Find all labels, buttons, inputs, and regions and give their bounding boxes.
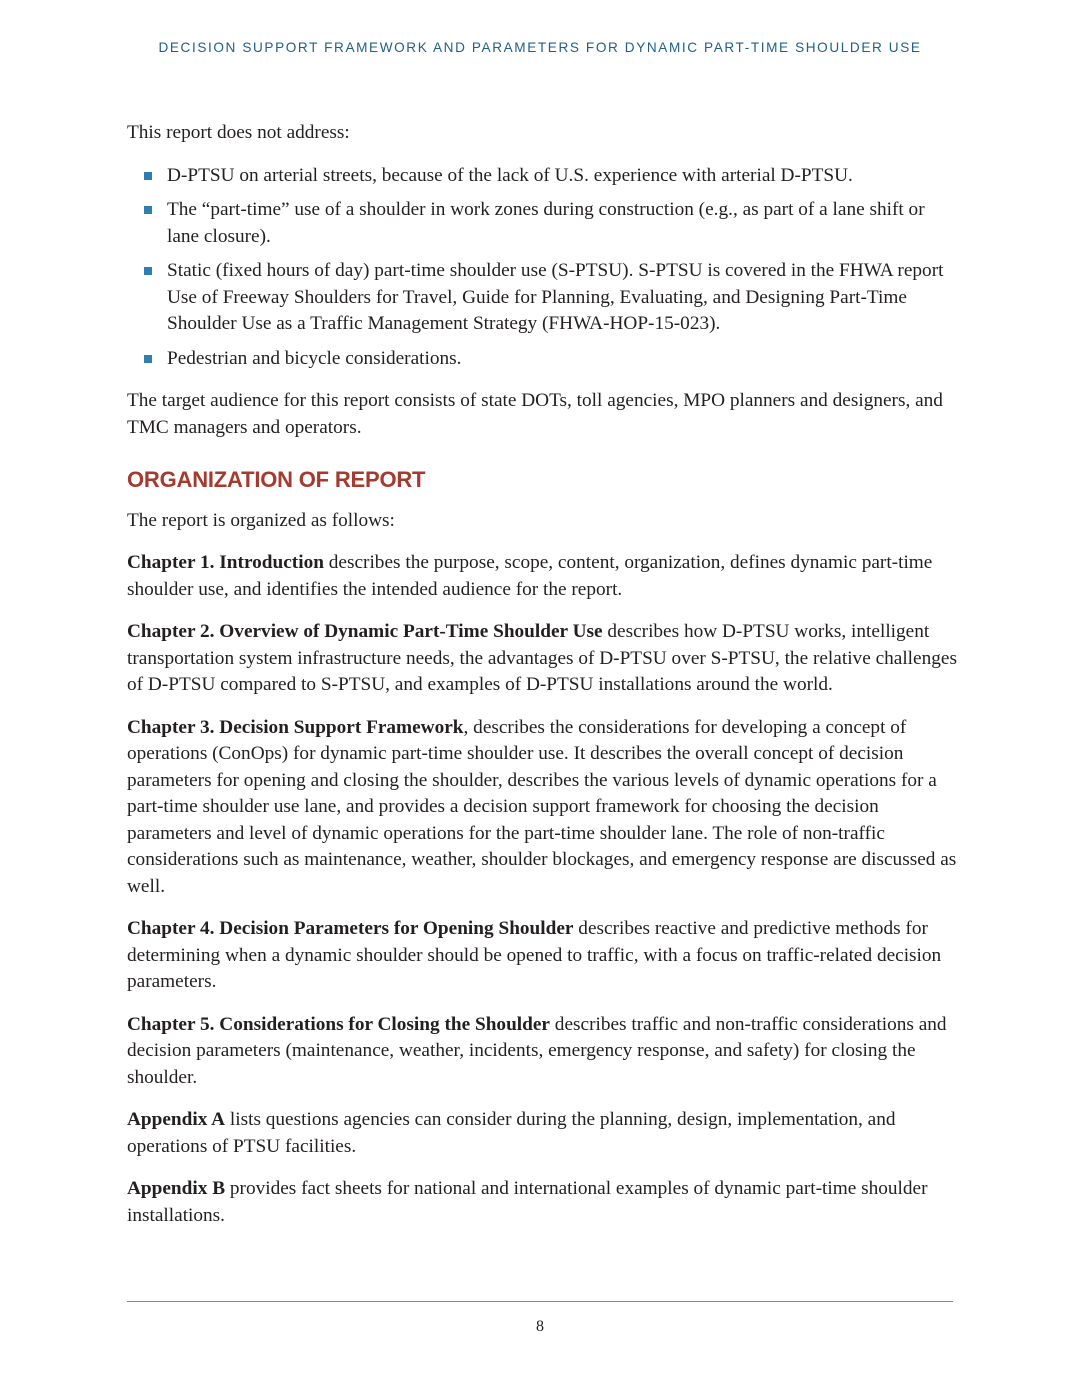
section-heading: ORGANIZATION OF REPORT: [127, 467, 426, 492]
chapter-description: describes how D-PTSU works, intelligent transportation system infrastructure needs, the advantages of D-PTSU over S-PTSU, the relative challenges of D-PTSU compared to S-PTSU, and examples of D-PTSU installations around the world.: [127, 621, 957, 695]
square-bullet-icon: [144, 267, 152, 275]
chapter-3-paragraph: [127, 715, 959, 901]
chapter-title: Chapter 3. Decision Support Framework: [127, 716, 464, 738]
footer-divider: [127, 1301, 953, 1302]
appendix-a-paragraph: [127, 1107, 959, 1160]
running-header: DECISION SUPPORT FRAMEWORK AND PARAMETERS FOR DYNAMIC PART-TIME SHOULDER USE: [158, 40, 922, 55]
appendix-description: provides fact sheets for national and international examples of dynamic part-time shoulder installations.: [127, 1178, 928, 1226]
chapter-description: , describes the considerations for developing a concept of operations (ConOps) for dynamic part-time shoulder use. It describes the overall concept of decision parameters for opening and closing the shoulder, describes the various levels of dynamic operations for a part-time shoulder use lane, and provides a decision support framework for choosing the decision parameters and level of dynamic operations for the part-time shoulder lane. The role of non-traffic considerations such as maintenance, weather, shoulder blockages, and emergency response are discussed as well.: [127, 716, 957, 897]
page-number: 8: [536, 1318, 544, 1335]
chapter-title: Chapter 2. Overview of Dynamic Part-Time Shoulder Use: [127, 621, 603, 642]
list-item: [127, 163, 959, 190]
list-item-text: The “part-time” use of a shoulder in work zones during construction (e.g., as part of a lane shift or lane closure).: [167, 199, 925, 247]
appendix-description: lists questions agencies can consider during the planning, design, implementation, and operations of PTSU facilities.: [127, 1109, 896, 1157]
square-bullet-icon: [144, 206, 152, 214]
appendix-title: Appendix A: [127, 1109, 226, 1130]
page-body: [127, 120, 959, 1245]
chapter-4-paragraph: [127, 916, 959, 996]
exclusions-list: [127, 163, 959, 373]
list-item: [127, 197, 959, 250]
target-audience-paragraph: The target audience for this report consists of state DOTs, toll agencies, MPO planners and designers, and TMC managers and operators.: [127, 390, 943, 438]
chapter-2-paragraph: [127, 619, 959, 699]
list-item-text: Pedestrian and bicycle considerations.: [167, 347, 462, 369]
chapter-description: describes traffic and non-traffic considerations and decision parameters (maintenance, weather, incidents, emergency response, and safety) for closing the shoulder.: [127, 1013, 947, 1088]
list-item-text: Static (fixed hours of day) part-time shoulder use (S-PTSU). S-PTSU is covered in the FHWA report Use of Freeway Shoulders for Travel, Guide for Planning, Evaluating, and Designing Part-Time Shoulder Use as a Traffic Management Strategy (FHWA-HOP-15-023).: [167, 260, 944, 334]
appendix-title: Appendix B: [127, 1178, 226, 1199]
appendix-b-paragraph: [127, 1176, 959, 1229]
chapter-description: describes reactive and predictive methods for determining when a dynamic shoulder should be opened to traffic, with a focus on traffic-related decision parameters.: [127, 918, 942, 992]
chapter-description: describes the purpose, scope, content, organization, defines dynamic part-time shoulder use, and identifies the intended audience for the report.: [127, 552, 933, 600]
square-bullet-icon: [144, 172, 152, 180]
organization-intro: The report is organized as follows:: [127, 509, 395, 531]
chapter-title: Chapter 4. Decision Parameters for Opening Shoulder: [127, 918, 574, 939]
list-item: [127, 258, 959, 338]
list-item-text: D-PTSU on arterial streets, because of the lack of U.S. experience with arterial D-PTSU.: [167, 164, 853, 186]
chapter-5-paragraph: [127, 1012, 959, 1092]
chapter-1-paragraph: [127, 550, 959, 603]
chapter-title: Chapter 1. Introduction: [127, 552, 324, 573]
square-bullet-icon: [144, 355, 152, 363]
chapter-title: Chapter 5. Considerations for Closing the Shoulder: [127, 1013, 550, 1035]
list-item: [127, 346, 959, 373]
not-address-intro: This report does not address:: [127, 122, 350, 143]
